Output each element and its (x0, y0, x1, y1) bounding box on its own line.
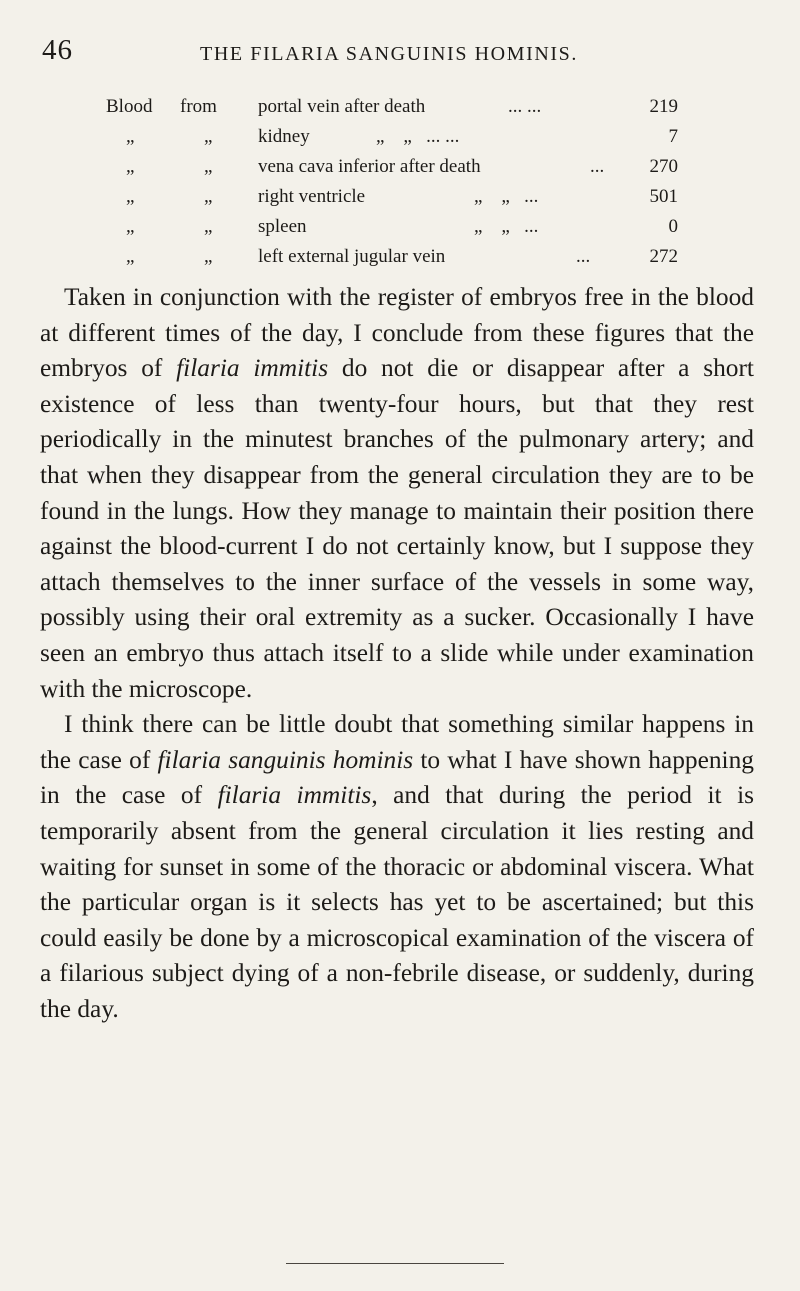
body-text (40, 280, 754, 1027)
running-title: THE FILARIA SANGUINIS HOMINIS. (200, 43, 578, 65)
species-name: filaria sanguinis hominis (157, 745, 414, 774)
leader-dots: ... (590, 156, 605, 177)
text-run: Taken in conjunction with the register of embryos free in the blood at different times of the day, I conclude from these figures that the embryos of (40, 283, 754, 383)
ditto-mark: „ (204, 246, 213, 267)
leader-dots: „ „ ... (474, 216, 539, 237)
ditto-mark: „ (126, 126, 135, 147)
site-cell: kidney (258, 126, 310, 147)
page-number: 46 (42, 34, 73, 66)
text-run: , and that during the period it is temporarily absent from the general circulation it lies resting and waiting for sunset in some of the thoracic or abdominal viscera. What the particular organ is it selects has yet to be ascertained; but this could easily be done by a microscopical examination of the viscera of a filarious subject dying of a non-febrile disease, or suddenly, during the day. (40, 781, 755, 1023)
paragraph (40, 707, 754, 1027)
count-cell: 7 (668, 126, 678, 147)
leader-dots: „ „ ... ... (376, 126, 460, 147)
site-cell: vena cava inferior after death (258, 156, 481, 177)
text-run: do not die or disappear after a short existence of less than twenty-four hours, but that they rest periodically in the minutest branches of the pulmonary artery; and that when they disappear from the general circulation they are to be found in the lungs. How they manage to maintain their position there against the blood-current I do not certainly know, but I suppose they attach themselves to the inner surface of the vessels in some way, possibly using their oral extremity as a sucker. Occasionally I have seen an embryo thus attach itself to a slide while under examination with the microscope. (40, 354, 754, 703)
count-cell: 219 (649, 96, 678, 117)
source-cell: Blood (106, 96, 153, 117)
leader-dots: „ „ ... (474, 186, 539, 207)
table-row (80, 92, 720, 122)
embryo-count-table (80, 92, 720, 272)
ditto-mark: „ (126, 246, 135, 267)
text-run: to what I have shown happening in the case of (40, 745, 754, 810)
end-rule (286, 1263, 504, 1264)
table-row (80, 212, 720, 242)
site-cell: spleen (258, 216, 307, 237)
count-cell: 270 (649, 156, 678, 177)
site-cell: left external jugular vein (258, 246, 446, 267)
species-name: filaria immitis (176, 354, 329, 383)
count-cell: 272 (649, 246, 678, 267)
ditto-mark: „ (126, 186, 135, 207)
text-run: I think there can be little doubt that something similar happens in the case of (40, 710, 754, 774)
table-row (80, 122, 720, 152)
ditto-mark: „ (204, 156, 213, 177)
paragraph (40, 280, 754, 707)
count-cell: 0 (668, 216, 678, 237)
site-cell: right ventricle (258, 186, 366, 207)
leader-dots: ... ... (508, 96, 542, 117)
from-cell: from (180, 96, 217, 117)
site-cell: portal vein after death (258, 96, 426, 117)
leader-dots: ... (576, 246, 591, 267)
table-row (80, 242, 720, 272)
ditto-mark: „ (126, 216, 135, 237)
ditto-mark: „ (204, 126, 213, 147)
count-cell: 501 (649, 186, 678, 207)
species-name: filaria immitis (217, 781, 372, 810)
ditto-mark: „ (126, 156, 135, 177)
table-row (80, 152, 720, 182)
ditto-mark: „ (204, 186, 213, 207)
table-row (80, 182, 720, 212)
ditto-mark: „ (204, 216, 213, 237)
running-head (40, 34, 760, 74)
